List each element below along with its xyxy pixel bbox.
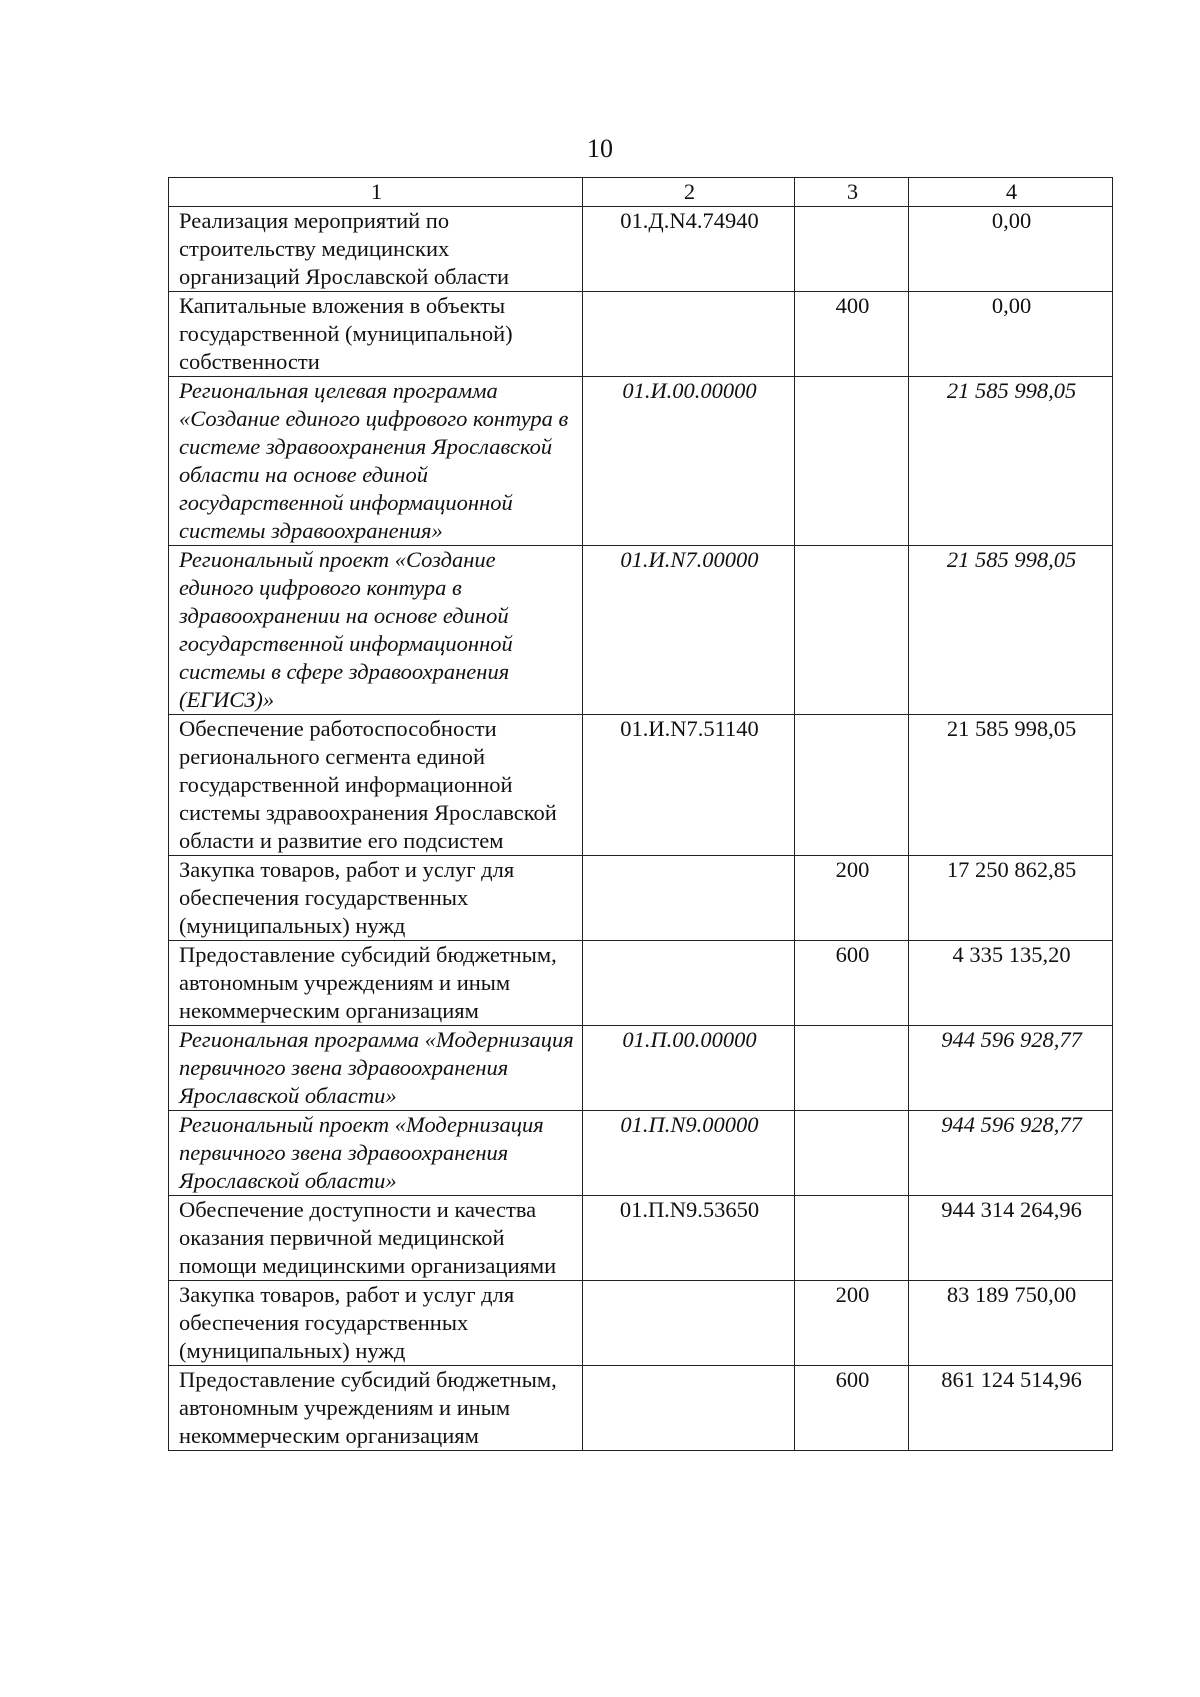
row-sum-cell: 944 314 264,96 — [909, 1196, 1113, 1281]
row-kind-cell — [795, 377, 909, 546]
row-code-cell — [583, 292, 795, 377]
table-row — [169, 1366, 1113, 1451]
row-kind-cell: 200 — [795, 856, 909, 941]
row-code-cell: 01.И.N7.00000 — [583, 546, 795, 715]
row-code-cell: 01.И.N7.51140 — [583, 715, 795, 856]
row-name-cell: Региональный проект «Модернизация первичного звена здравоохранения Ярославской области» — [169, 1111, 583, 1196]
column-header: 4 — [909, 178, 1113, 207]
row-sum-cell: 0,00 — [909, 207, 1113, 292]
table-row — [169, 377, 1113, 546]
page-number: 10 — [587, 134, 613, 163]
table-body — [169, 207, 1113, 1451]
row-name-cell: Обеспечение работоспособности регионального сегмента единой государственной информационной системы здравоохранения Ярославской области и развитие его подсистем — [169, 715, 583, 856]
column-header: 3 — [795, 178, 909, 207]
table-row — [169, 715, 1113, 856]
row-sum-cell: 4 335 135,20 — [909, 941, 1113, 1026]
row-code-cell: 01.Д.N4.74940 — [583, 207, 795, 292]
table-row — [169, 1111, 1113, 1196]
row-name-cell: Закупка товаров, работ и услуг для обеспечения государственных (муниципальных) нужд — [169, 1281, 583, 1366]
row-sum-cell: 83 189 750,00 — [909, 1281, 1113, 1366]
row-name-cell: Предоставление субсидий бюджетным, автономным учреждениям и иным некоммерческим организациям — [169, 941, 583, 1026]
row-name-cell: Региональная целевая программа «Создание единого цифрового контура в системе здравоохранения Ярославской области на основе единой государственной информационной системы здравоохранения» — [169, 377, 583, 546]
row-sum-cell: 944 596 928,77 — [909, 1026, 1113, 1111]
table-row — [169, 856, 1113, 941]
row-name-cell: Капитальные вложения в объекты государственной (муниципальной) собственности — [169, 292, 583, 377]
row-code-cell — [583, 1281, 795, 1366]
row-code-cell: 01.П.N9.53650 — [583, 1196, 795, 1281]
row-kind-cell: 400 — [795, 292, 909, 377]
row-code-cell — [583, 856, 795, 941]
row-code-cell: 01.П.00.00000 — [583, 1026, 795, 1111]
row-sum-cell: 944 596 928,77 — [909, 1111, 1113, 1196]
row-name-cell: Региональный проект «Создание единого цифрового контура в здравоохранении на основе единой государственной информационной системы в сфере здравоохранения (ЕГИСЗ)» — [169, 546, 583, 715]
row-code-cell — [583, 941, 795, 1026]
budget-table — [168, 177, 1113, 1451]
row-name-cell: Региональная программа «Модернизация первичного звена здравоохранения Ярославской области» — [169, 1026, 583, 1111]
row-code-cell: 01.И.00.00000 — [583, 377, 795, 546]
row-name-cell: Предоставление субсидий бюджетным, автономным учреждениям и иным некоммерческим организациям — [169, 1366, 583, 1451]
row-kind-cell: 600 — [795, 941, 909, 1026]
row-sum-cell: 21 585 998,05 — [909, 715, 1113, 856]
row-kind-cell: 200 — [795, 1281, 909, 1366]
table-header-row — [169, 178, 1113, 207]
row-code-cell: 01.П.N9.00000 — [583, 1111, 795, 1196]
table-row — [169, 1281, 1113, 1366]
table-row — [169, 207, 1113, 292]
column-header: 2 — [583, 178, 795, 207]
row-name-cell: Закупка товаров, работ и услуг для обеспечения государственных (муниципальных) нужд — [169, 856, 583, 941]
table-row — [169, 1026, 1113, 1111]
row-kind-cell — [795, 1196, 909, 1281]
row-kind-cell — [795, 1111, 909, 1196]
row-code-cell — [583, 1366, 795, 1451]
row-sum-cell: 21 585 998,05 — [909, 377, 1113, 546]
row-sum-cell: 17 250 862,85 — [909, 856, 1113, 941]
column-header: 1 — [169, 178, 583, 207]
row-kind-cell: 600 — [795, 1366, 909, 1451]
row-name-cell: Реализация мероприятий по строительству медицинских организаций Ярославской области — [169, 207, 583, 292]
row-sum-cell: 861 124 514,96 — [909, 1366, 1113, 1451]
row-kind-cell — [795, 207, 909, 292]
row-sum-cell: 0,00 — [909, 292, 1113, 377]
row-kind-cell — [795, 1026, 909, 1111]
row-kind-cell — [795, 715, 909, 856]
row-kind-cell — [795, 546, 909, 715]
row-name-cell: Обеспечение доступности и качества оказания первичной медицинской помощи медицинскими организациями — [169, 1196, 583, 1281]
row-sum-cell: 21 585 998,05 — [909, 546, 1113, 715]
table-row — [169, 1196, 1113, 1281]
table-row — [169, 941, 1113, 1026]
table-row — [169, 292, 1113, 377]
table-row — [169, 546, 1113, 715]
